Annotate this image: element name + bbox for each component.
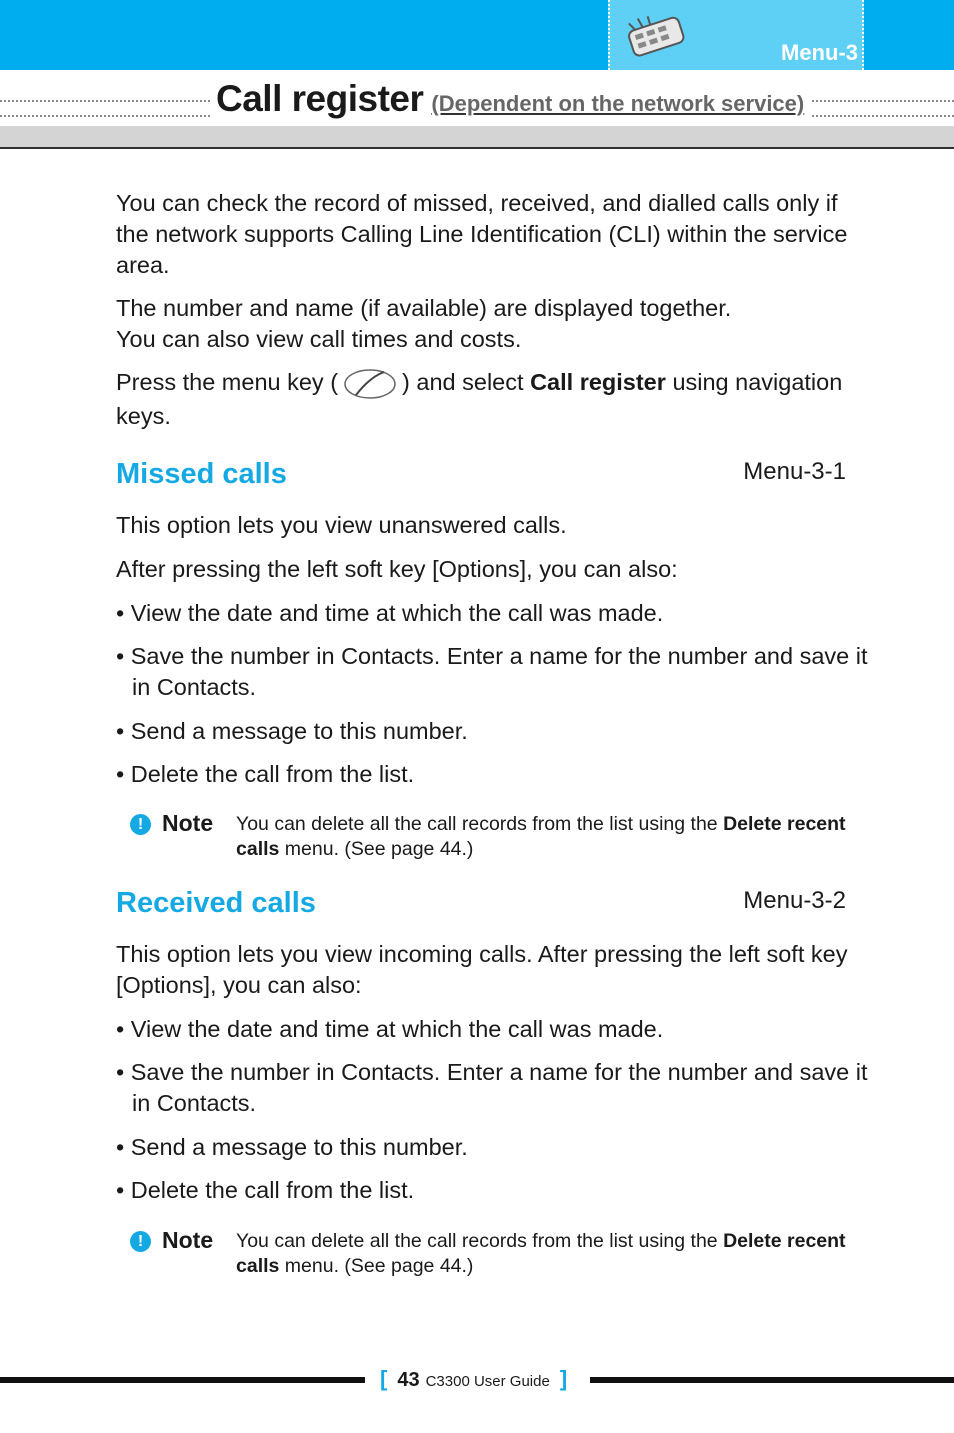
list-item: • Delete the call from the list. — [116, 1177, 415, 1203]
note-bold: Delete recent calls — [236, 1230, 846, 1277]
note-label: Note — [162, 810, 214, 836]
list-item: • View the date and time at which the call was made. — [116, 1016, 664, 1042]
note-text — [236, 812, 856, 862]
section-paragraph: After pressing the left soft key [Options], you can also: — [116, 556, 678, 582]
title-bar — [0, 126, 954, 149]
footer-rule — [0, 1377, 365, 1383]
note-text — [236, 1229, 856, 1279]
section-paragraph: This option lets you view unanswered calls. — [116, 512, 567, 538]
list-item: • Save the number in Contacts. Enter a name for the number and save it in Contacts. — [116, 1059, 868, 1116]
exclamation-icon: ! — [130, 1231, 151, 1252]
intro-paragraph: You can check the record of missed, received, and dialled calls only if the network supports Calling Line Identification (CLI) within the service area. — [116, 190, 848, 278]
intro-paragraph — [116, 367, 861, 432]
intro-text: Press the menu key ( — [116, 369, 339, 396]
exclamation-icon: ! — [130, 814, 151, 835]
intro-text: using navigation keys. — [116, 369, 843, 429]
menu-label: Menu-3 — [781, 40, 858, 65]
title-subtitle: (Dependent on the network service) — [431, 91, 805, 116]
footer-bracket: ] — [559, 1366, 568, 1391]
intro-bold: Call register — [530, 369, 666, 396]
intro-text: ) and select — [402, 369, 524, 396]
phone-icon — [620, 14, 690, 58]
list-item: • Save the number in Contacts. Enter a name for the number and save it in Contacts. — [116, 643, 868, 700]
section-heading-missed: Missed calls — [116, 458, 287, 490]
note-text-part: menu. (See page 44.) — [284, 838, 474, 860]
intro-line: The number and name (if available) are displayed together. — [116, 295, 732, 321]
list-item: • View the date and time at which the call was made. — [116, 600, 664, 626]
intro-paragraph — [116, 293, 861, 355]
footer-bracket: [ — [380, 1366, 388, 1391]
page-number: 43 — [397, 1369, 420, 1391]
list-item: • Send a message to this number. — [116, 1134, 468, 1160]
footer — [380, 1366, 567, 1392]
list-item: • Delete the call from the list. — [116, 761, 415, 787]
footer-rule — [590, 1377, 954, 1383]
section-paragraph: This option lets you view incoming calls. After pressing the left soft key [Options], you can also: — [116, 941, 848, 998]
note-bold: Delete recent calls — [236, 813, 846, 860]
menu-ref-received: Menu-3-2 — [743, 887, 846, 914]
note-text-part: You can delete all the call records from the list using the — [236, 813, 718, 835]
note-label: Note — [162, 1227, 214, 1253]
note-text-part: menu. (See page 44.) — [284, 1255, 474, 1277]
guide-title: C3300 User Guide — [425, 1373, 550, 1390]
list-item: • Send a message to this number. — [116, 718, 468, 744]
section-heading-received: Received calls — [116, 887, 316, 919]
intro-line: You can also view call times and costs. — [116, 326, 522, 352]
menu-key-icon — [342, 367, 398, 401]
menu-tab — [608, 0, 864, 70]
menu-ref-missed: Menu-3-1 — [743, 458, 846, 485]
page-title — [210, 78, 810, 120]
note-text-part: You can delete all the call records from the list using the — [236, 1230, 718, 1252]
title-main: Call register — [216, 78, 424, 119]
